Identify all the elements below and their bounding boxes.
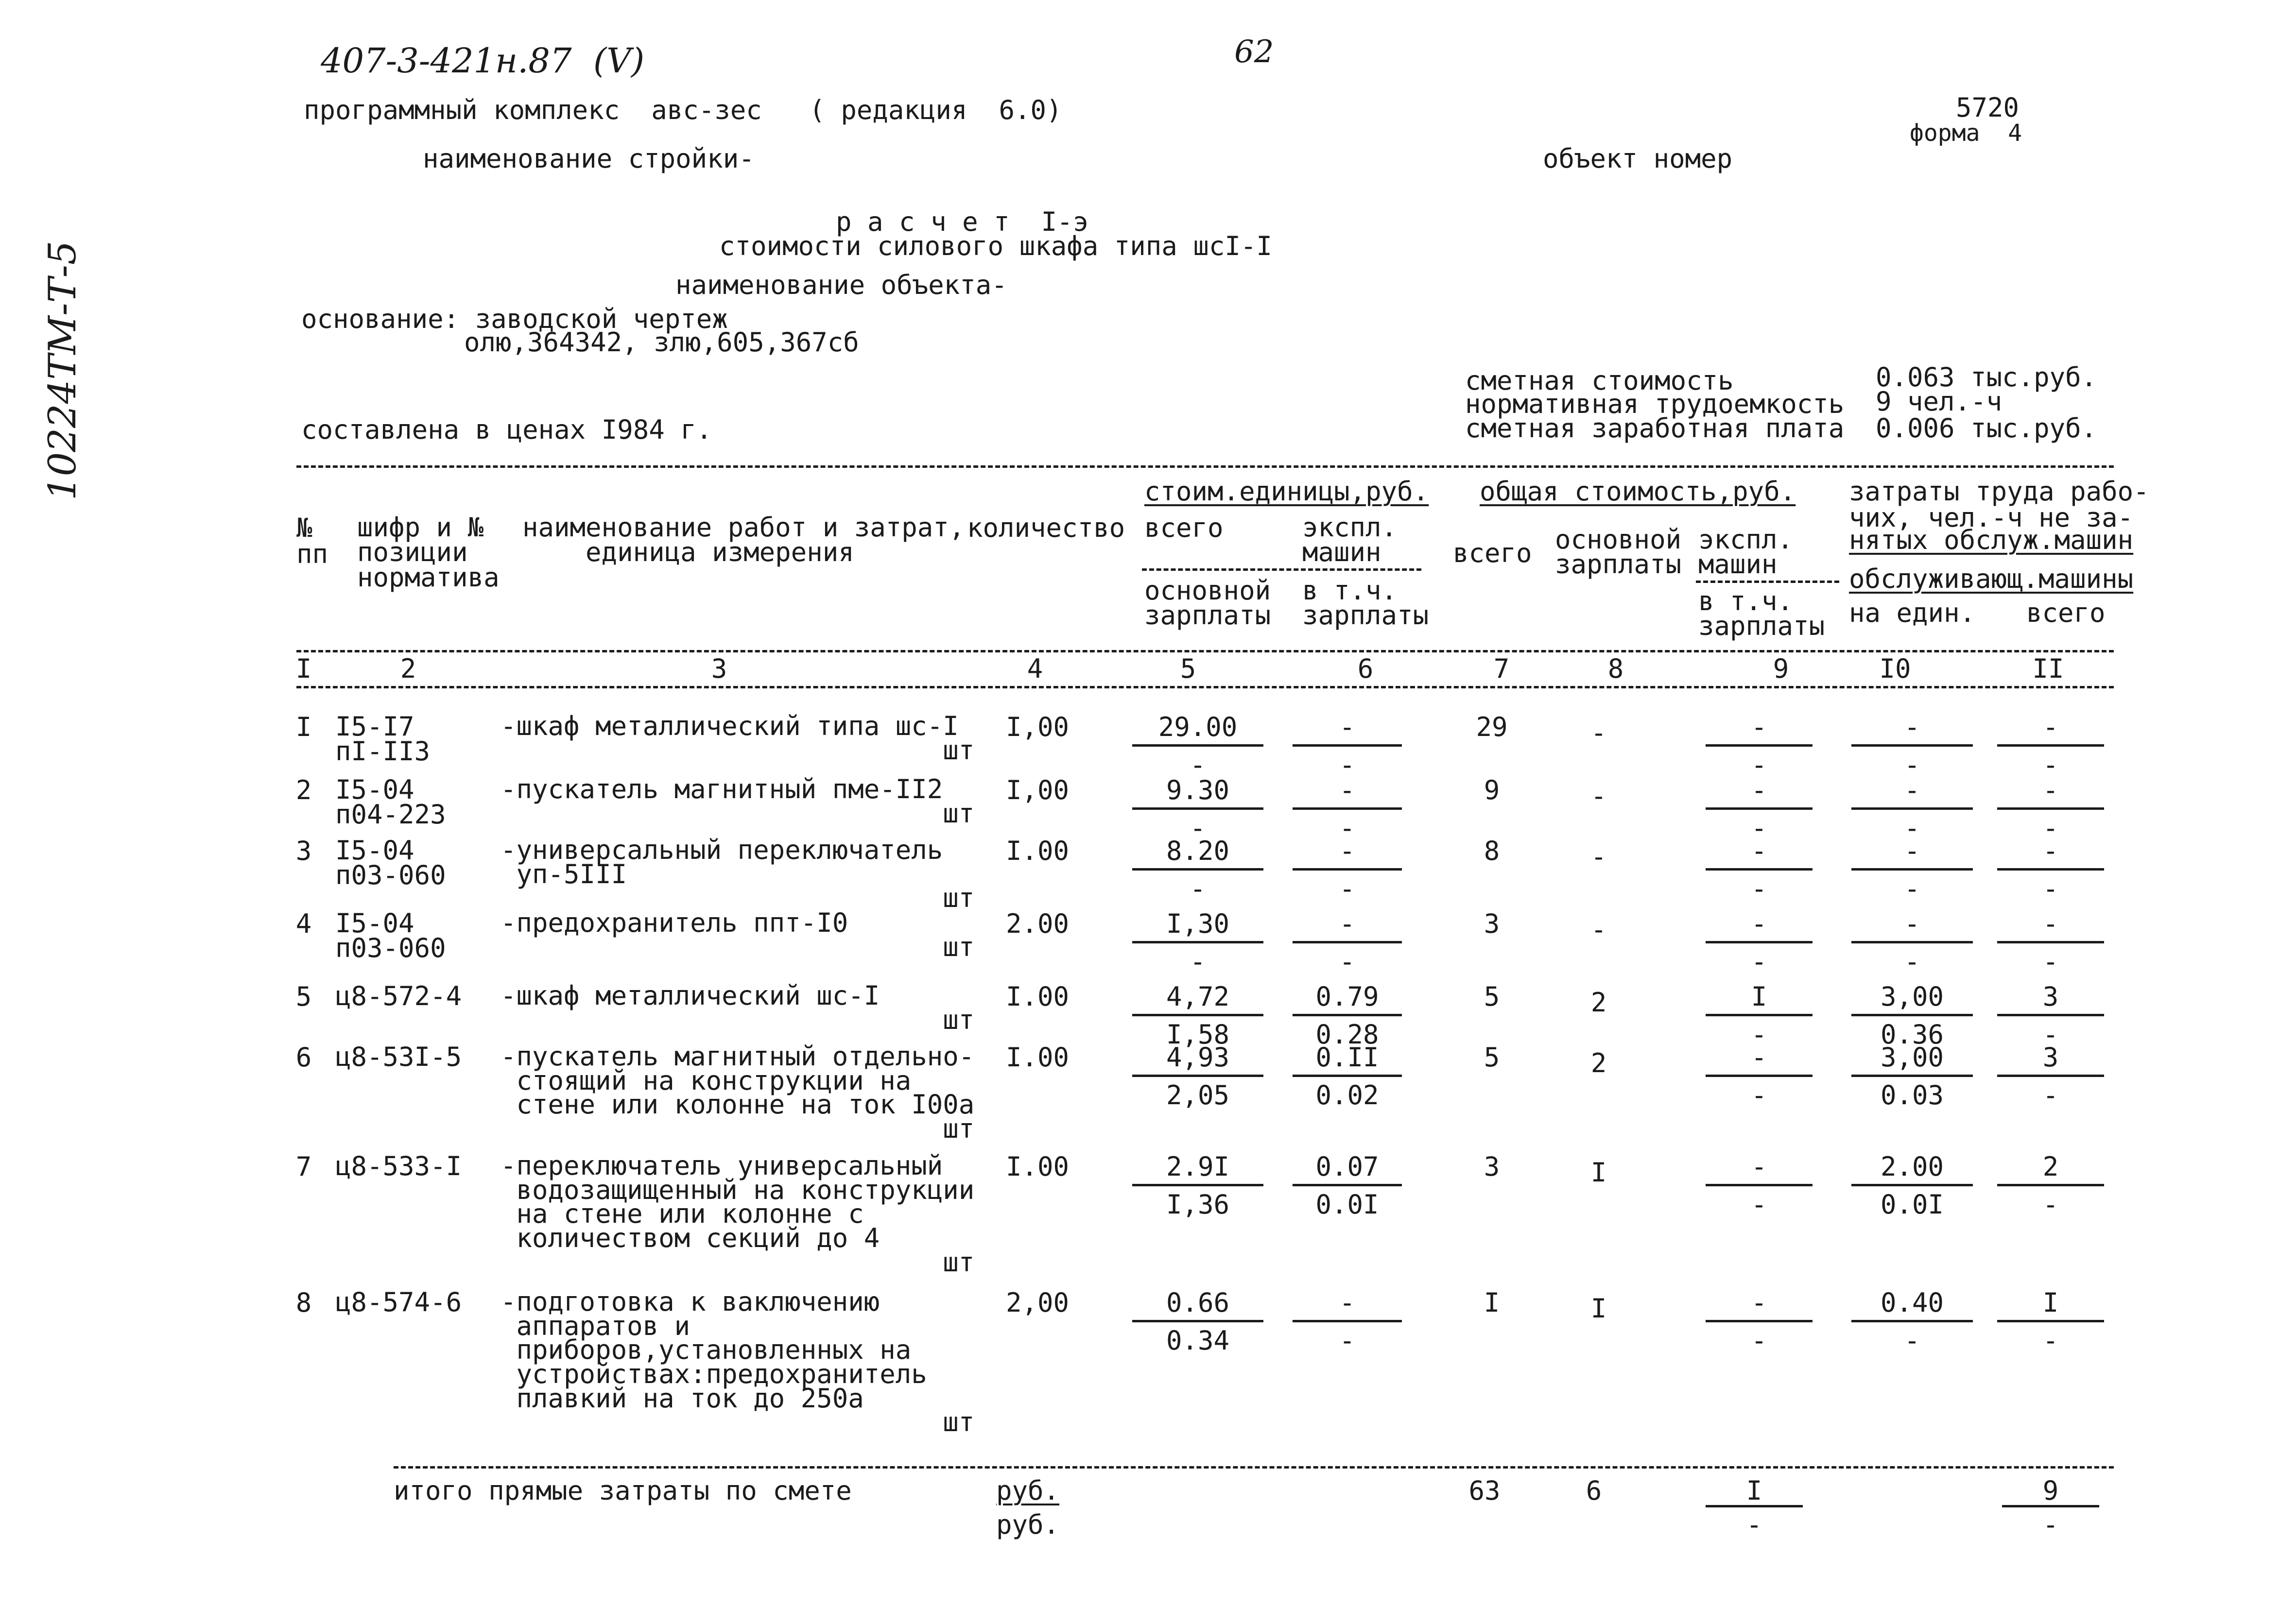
row-c10b: - xyxy=(1904,873,1920,904)
header-c11: всего xyxy=(2026,598,2106,628)
row-c9b: - xyxy=(1751,813,1767,843)
row-c9-rule xyxy=(1706,1320,1813,1322)
totals-c7: 63 xyxy=(1468,1475,1501,1506)
row-c10-rule xyxy=(1851,1320,1973,1322)
row-c10-rule xyxy=(1851,941,1973,943)
row-c6: - xyxy=(1339,1287,1355,1318)
unit-cost-group-header: стоим.единицы,руб. xyxy=(1144,476,1429,507)
column-number-rule-bottom xyxy=(296,686,2114,688)
row-c6b: - xyxy=(1339,1325,1355,1356)
row-number: 3 xyxy=(295,836,312,866)
header-divider xyxy=(1142,568,1421,571)
row-c6: 0.07 xyxy=(1315,1151,1379,1182)
row-quantity: I,00 xyxy=(1006,712,1070,742)
row-c6-rule xyxy=(1293,1075,1402,1077)
row-c6: 0.79 xyxy=(1315,981,1379,1012)
row-c11b: - xyxy=(2042,1080,2059,1111)
basis-label: основание: заводской чертеж xyxy=(301,304,728,334)
title-calc: р а с ч е т I-э xyxy=(836,206,1089,237)
header-name: наименование работ и затрат, единица измерения xyxy=(522,512,965,568)
row-c5b: - xyxy=(1190,873,1206,904)
row-c10-rule xyxy=(1851,1075,1973,1077)
row-c5-rule xyxy=(1132,1320,1263,1322)
row-c6: - xyxy=(1339,775,1355,805)
row-c10b: - xyxy=(1904,946,1920,977)
header-c6-bottom: в т.ч. зарплаты xyxy=(1302,575,1429,631)
row-c9-rule xyxy=(1706,941,1813,943)
row-c5: I,30 xyxy=(1166,908,1230,939)
row-c7: 5 xyxy=(1484,1042,1500,1073)
row-c10: - xyxy=(1904,775,1920,805)
header-c9-bottom: в т.ч. зарплаты xyxy=(1698,586,1825,642)
side-stamp: 10224ТМ-Т-5 xyxy=(41,240,85,500)
row-c6: - xyxy=(1339,908,1355,939)
page-number: 62 xyxy=(1234,34,1274,70)
row-c7: 9 xyxy=(1484,775,1500,805)
row-c11: I xyxy=(2042,1287,2059,1318)
row-c11: 2 xyxy=(2042,1151,2059,1182)
row-c7: 8 xyxy=(1484,836,1500,866)
row-c5-rule xyxy=(1132,744,1263,747)
row-c9b: - xyxy=(1751,1019,1767,1050)
header-c8: основной зарплаты xyxy=(1555,524,1682,580)
program-line: программный комплекс авс-зес ( редакция 6.0) xyxy=(304,95,1062,125)
row-c8: - xyxy=(1590,914,1607,945)
column-number: II xyxy=(2032,653,2064,684)
object-label: объект номер xyxy=(1543,143,1733,174)
row-c11-rule xyxy=(1997,744,2104,747)
row-c5b: 2,05 xyxy=(1166,1080,1230,1111)
row-c6b: - xyxy=(1339,813,1355,843)
summary-label: сметная стоимость xyxy=(1465,365,1734,396)
row-c9-rule xyxy=(1706,1075,1813,1077)
row-c8: I xyxy=(1590,1157,1607,1188)
row-c11b: - xyxy=(2042,750,2059,780)
row-c11: - xyxy=(2042,836,2059,866)
totals-c9: I xyxy=(1746,1475,1762,1506)
row-c8: 2 xyxy=(1590,1048,1607,1078)
row-c5: 2.9I xyxy=(1166,1151,1230,1182)
row-number: 2 xyxy=(295,775,312,805)
row-c7: 3 xyxy=(1484,908,1500,939)
summary-value: 9 чел.-ч xyxy=(1876,386,2003,417)
row-c9b: - xyxy=(1751,1325,1767,1356)
row-quantity: I.00 xyxy=(1006,1042,1070,1073)
row-c11: 3 xyxy=(2042,1042,2059,1073)
totals-c9-rule xyxy=(1706,1505,1803,1507)
header-num: № пп xyxy=(296,513,328,569)
row-c10b: - xyxy=(1904,1325,1920,1356)
row-c11b: - xyxy=(2042,1189,2059,1220)
row-c6b: - xyxy=(1339,946,1355,977)
row-c6-rule xyxy=(1293,807,1402,810)
basis-docs: олю,364342, злю,605,367сб xyxy=(464,327,859,358)
row-name: -шкаф металлический типа шс-I шт xyxy=(501,711,975,766)
row-c10-rule xyxy=(1851,807,1973,810)
totals-label: итого прямые затраты по смете xyxy=(394,1475,852,1506)
table-top-rule xyxy=(296,465,2114,468)
row-c5-rule xyxy=(1132,868,1263,871)
column-number: 8 xyxy=(1607,653,1624,684)
row-c8: - xyxy=(1590,841,1607,872)
row-c6-rule xyxy=(1293,1184,1402,1186)
header-c6-top: экспл. машин xyxy=(1302,512,1398,568)
row-c6-rule xyxy=(1293,868,1402,871)
document-code: 407-3-421н.87 (V) xyxy=(321,41,645,81)
row-c10: - xyxy=(1904,908,1920,939)
title-subject: стоимости силового шкафа типа шсI-I xyxy=(719,231,1272,261)
row-c5b: I,58 xyxy=(1166,1019,1230,1050)
totals-c8: 6 xyxy=(1586,1475,1602,1506)
row-c11b: - xyxy=(2042,873,2059,904)
total-cost-group-header: общая стоимость,руб. xyxy=(1480,476,1796,507)
column-number: I0 xyxy=(1879,653,1911,684)
row-quantity: 2.00 xyxy=(1006,908,1070,939)
row-c6b: 0.0I xyxy=(1315,1189,1379,1220)
column-number: 7 xyxy=(1493,653,1510,684)
row-number: 6 xyxy=(295,1042,312,1073)
row-c11-rule xyxy=(1997,1075,2104,1077)
row-c9b: - xyxy=(1751,873,1767,904)
header-code: шифр и № позиции норматива xyxy=(357,512,500,593)
row-c9b: - xyxy=(1751,750,1767,780)
row-c5b: I,36 xyxy=(1166,1189,1230,1220)
row-number: 7 xyxy=(295,1151,312,1182)
row-c6: 0.II xyxy=(1315,1042,1379,1073)
header-c9-top: экспл. машин xyxy=(1698,524,1794,580)
row-quantity: I.00 xyxy=(1006,981,1070,1012)
row-c10: 2.00 xyxy=(1880,1151,1944,1182)
row-c9: I xyxy=(1751,981,1767,1012)
row-c11-rule xyxy=(1997,1320,2104,1322)
row-c6: - xyxy=(1339,836,1355,866)
row-c9: - xyxy=(1751,1151,1767,1182)
row-name: -пускатель магнитный отдельно- стоящий на конструкции на стене или колонне на ток I00а шт xyxy=(501,1041,975,1145)
header-c10: на един. xyxy=(1849,598,1976,628)
row-c11b: - xyxy=(2042,1019,2059,1050)
object-name-label: наименование объекта- xyxy=(675,270,1007,300)
totals-c11-sub: - xyxy=(2042,1509,2059,1540)
row-c11-rule xyxy=(1997,941,2104,943)
summary-value: 0.063 тыс.руб. xyxy=(1876,362,2097,393)
column-number: 4 xyxy=(1027,653,1043,684)
row-c9b: - xyxy=(1751,946,1767,977)
row-c10-rule xyxy=(1851,1184,1973,1186)
row-c5-rule xyxy=(1132,1014,1263,1016)
row-c7: 5 xyxy=(1484,981,1500,1012)
row-name: -шкаф металлический шс-I шт xyxy=(501,980,975,1035)
row-quantity: 2,00 xyxy=(1006,1287,1070,1318)
row-c9: - xyxy=(1751,836,1767,866)
row-c9: - xyxy=(1751,1042,1767,1073)
row-c10-rule xyxy=(1851,1014,1973,1016)
row-c9: - xyxy=(1751,775,1767,805)
row-c10: - xyxy=(1904,836,1920,866)
row-code: I5-04 п03-060 xyxy=(335,908,446,964)
column-number: 9 xyxy=(1773,653,1789,684)
row-name: -переключатель универсальный водозащищенный на конструкции на стене или колонне с количеством секций до 4 шт xyxy=(501,1150,975,1278)
header-c7: всего xyxy=(1453,538,1532,568)
summary-label: сметная заработная плата xyxy=(1465,413,1845,444)
row-code: ц8-574-6 xyxy=(335,1287,462,1317)
row-c10b: - xyxy=(1904,813,1920,843)
row-number: 8 xyxy=(295,1287,312,1318)
row-c9b: - xyxy=(1751,1080,1767,1111)
row-c6-rule xyxy=(1293,1014,1402,1016)
row-c5b: 0.34 xyxy=(1166,1325,1230,1356)
row-c6-rule xyxy=(1293,1320,1402,1322)
totals-unit-1: руб. xyxy=(996,1475,1060,1506)
header-c5-top: всего xyxy=(1144,513,1224,543)
row-c5-rule xyxy=(1132,1184,1263,1186)
totals-unit-2: руб. xyxy=(996,1509,1060,1540)
form-number: 5720 xyxy=(1956,92,2020,123)
row-c5: 29.00 xyxy=(1158,712,1238,742)
row-c6-rule xyxy=(1293,941,1402,943)
header-qty: количество xyxy=(967,513,1125,543)
prices-label: составлена в ценах I984 г. xyxy=(301,414,712,445)
row-c11b: - xyxy=(2042,946,2059,977)
row-c8: I xyxy=(1590,1293,1607,1324)
row-quantity: I.00 xyxy=(1006,836,1070,866)
row-c9-rule xyxy=(1706,1184,1813,1186)
row-c11: - xyxy=(2042,775,2059,805)
row-c7: 3 xyxy=(1484,1151,1500,1182)
row-code: I5-04 п04-223 xyxy=(335,774,446,830)
row-c6b: 0.28 xyxy=(1315,1019,1379,1050)
header-c5-bottom: основной зарплаты xyxy=(1144,575,1271,631)
row-c11: - xyxy=(2042,908,2059,939)
row-c11b: - xyxy=(2042,813,2059,843)
row-c10b: - xyxy=(1904,750,1920,780)
row-c10: 0.40 xyxy=(1880,1287,1944,1318)
row-number: I xyxy=(295,712,312,742)
row-name: -подготовка к ваключению аппаратов и приборов,установленных на устройствах:предохранитель плавкий на ток до 250а шт xyxy=(501,1286,975,1438)
row-c8: 2 xyxy=(1590,987,1607,1018)
row-code: ц8-572-4 xyxy=(335,981,462,1011)
row-c9-rule xyxy=(1706,868,1813,871)
row-name: -предохранитель ппт-I0 шт xyxy=(501,907,975,962)
row-c11-rule xyxy=(1997,868,2104,871)
row-c5: 8.20 xyxy=(1166,836,1230,866)
totals-c11: 9 xyxy=(2042,1475,2059,1506)
row-c11b: - xyxy=(2042,1325,2059,1356)
row-c10b: 0.0I xyxy=(1880,1189,1944,1220)
column-number: 5 xyxy=(1180,653,1196,684)
labor-group-header-sub2: обслуживающ.машины xyxy=(1849,564,2134,594)
column-number: 2 xyxy=(400,653,416,684)
labor-group-header-sub: нятых обслуж.машин xyxy=(1849,525,2134,555)
row-c7: I xyxy=(1484,1287,1500,1318)
row-c8: - xyxy=(1590,718,1607,748)
construction-label: наименование стройки- xyxy=(423,143,755,174)
row-c6b: 0.02 xyxy=(1315,1080,1379,1111)
row-code: ц8-53I-5 xyxy=(335,1042,462,1072)
row-c7: 29 xyxy=(1476,712,1508,742)
totals-c9-sub: - xyxy=(1746,1509,1762,1540)
labor-group-header: затраты труда рабо- чих, чел.-ч не за- xyxy=(1849,476,2149,533)
row-c10-rule xyxy=(1851,744,1973,747)
row-c5-rule xyxy=(1132,941,1263,943)
row-c8: - xyxy=(1590,781,1607,811)
row-c5: 4,72 xyxy=(1166,981,1230,1012)
column-number: 3 xyxy=(711,653,727,684)
row-c9b: - xyxy=(1751,1189,1767,1220)
row-c5b: - xyxy=(1190,946,1206,977)
column-number: 6 xyxy=(1357,653,1374,684)
summary-value: 0.006 тыс.руб. xyxy=(1876,413,2097,444)
form-label: форма 4 xyxy=(1910,120,2022,147)
row-code: I5-I7 пI-II3 xyxy=(335,711,431,767)
row-c9: - xyxy=(1751,908,1767,939)
totals-rule xyxy=(394,1466,2114,1469)
row-c11-rule xyxy=(1997,1184,2104,1186)
row-c11: 3 xyxy=(2042,981,2059,1012)
row-c11-rule xyxy=(1997,807,2104,810)
row-c5: 4,93 xyxy=(1166,1042,1230,1073)
summary-label: нормативная трудоемкость xyxy=(1465,389,1845,419)
row-c9-rule xyxy=(1706,807,1813,810)
row-quantity: I,00 xyxy=(1006,775,1070,805)
row-quantity: I.00 xyxy=(1006,1151,1070,1182)
row-c5: 0.66 xyxy=(1166,1287,1230,1318)
row-name: -универсальный переключатель уп-5III шт xyxy=(501,835,975,914)
row-c11-rule xyxy=(1997,1014,2104,1016)
row-c6b: - xyxy=(1339,873,1355,904)
column-number-rule-top xyxy=(296,650,2114,652)
row-c10: - xyxy=(1904,712,1920,742)
row-c11: - xyxy=(2042,712,2059,742)
row-c9: - xyxy=(1751,712,1767,742)
row-c5-rule xyxy=(1132,807,1263,810)
row-c6b: - xyxy=(1339,750,1355,780)
row-c9: - xyxy=(1751,1287,1767,1318)
row-c10b: 0.36 xyxy=(1880,1019,1944,1050)
row-c9-rule xyxy=(1706,1014,1813,1016)
row-number: 4 xyxy=(295,908,312,939)
row-c9-rule xyxy=(1706,744,1813,747)
totals-c11-rule xyxy=(2002,1505,2099,1507)
row-c5b: - xyxy=(1190,750,1206,780)
row-c6-rule xyxy=(1293,744,1402,747)
row-number: 5 xyxy=(295,981,312,1012)
row-c5-rule xyxy=(1132,1075,1263,1077)
row-c10-rule xyxy=(1851,868,1973,871)
row-code: I5-04 п03-060 xyxy=(335,835,446,891)
row-c5: 9.30 xyxy=(1166,775,1230,805)
row-c5b: - xyxy=(1190,813,1206,843)
column-number: I xyxy=(295,653,312,684)
row-c10: 3,00 xyxy=(1880,981,1944,1012)
row-c10: 3,00 xyxy=(1880,1042,1944,1073)
header-divider xyxy=(1696,581,1839,583)
row-code: ц8-533-I xyxy=(335,1151,462,1181)
row-name: -пускатель магнитный пме-II2 шт xyxy=(501,774,975,829)
row-c6: - xyxy=(1339,712,1355,742)
row-c10b: 0.03 xyxy=(1880,1080,1944,1111)
